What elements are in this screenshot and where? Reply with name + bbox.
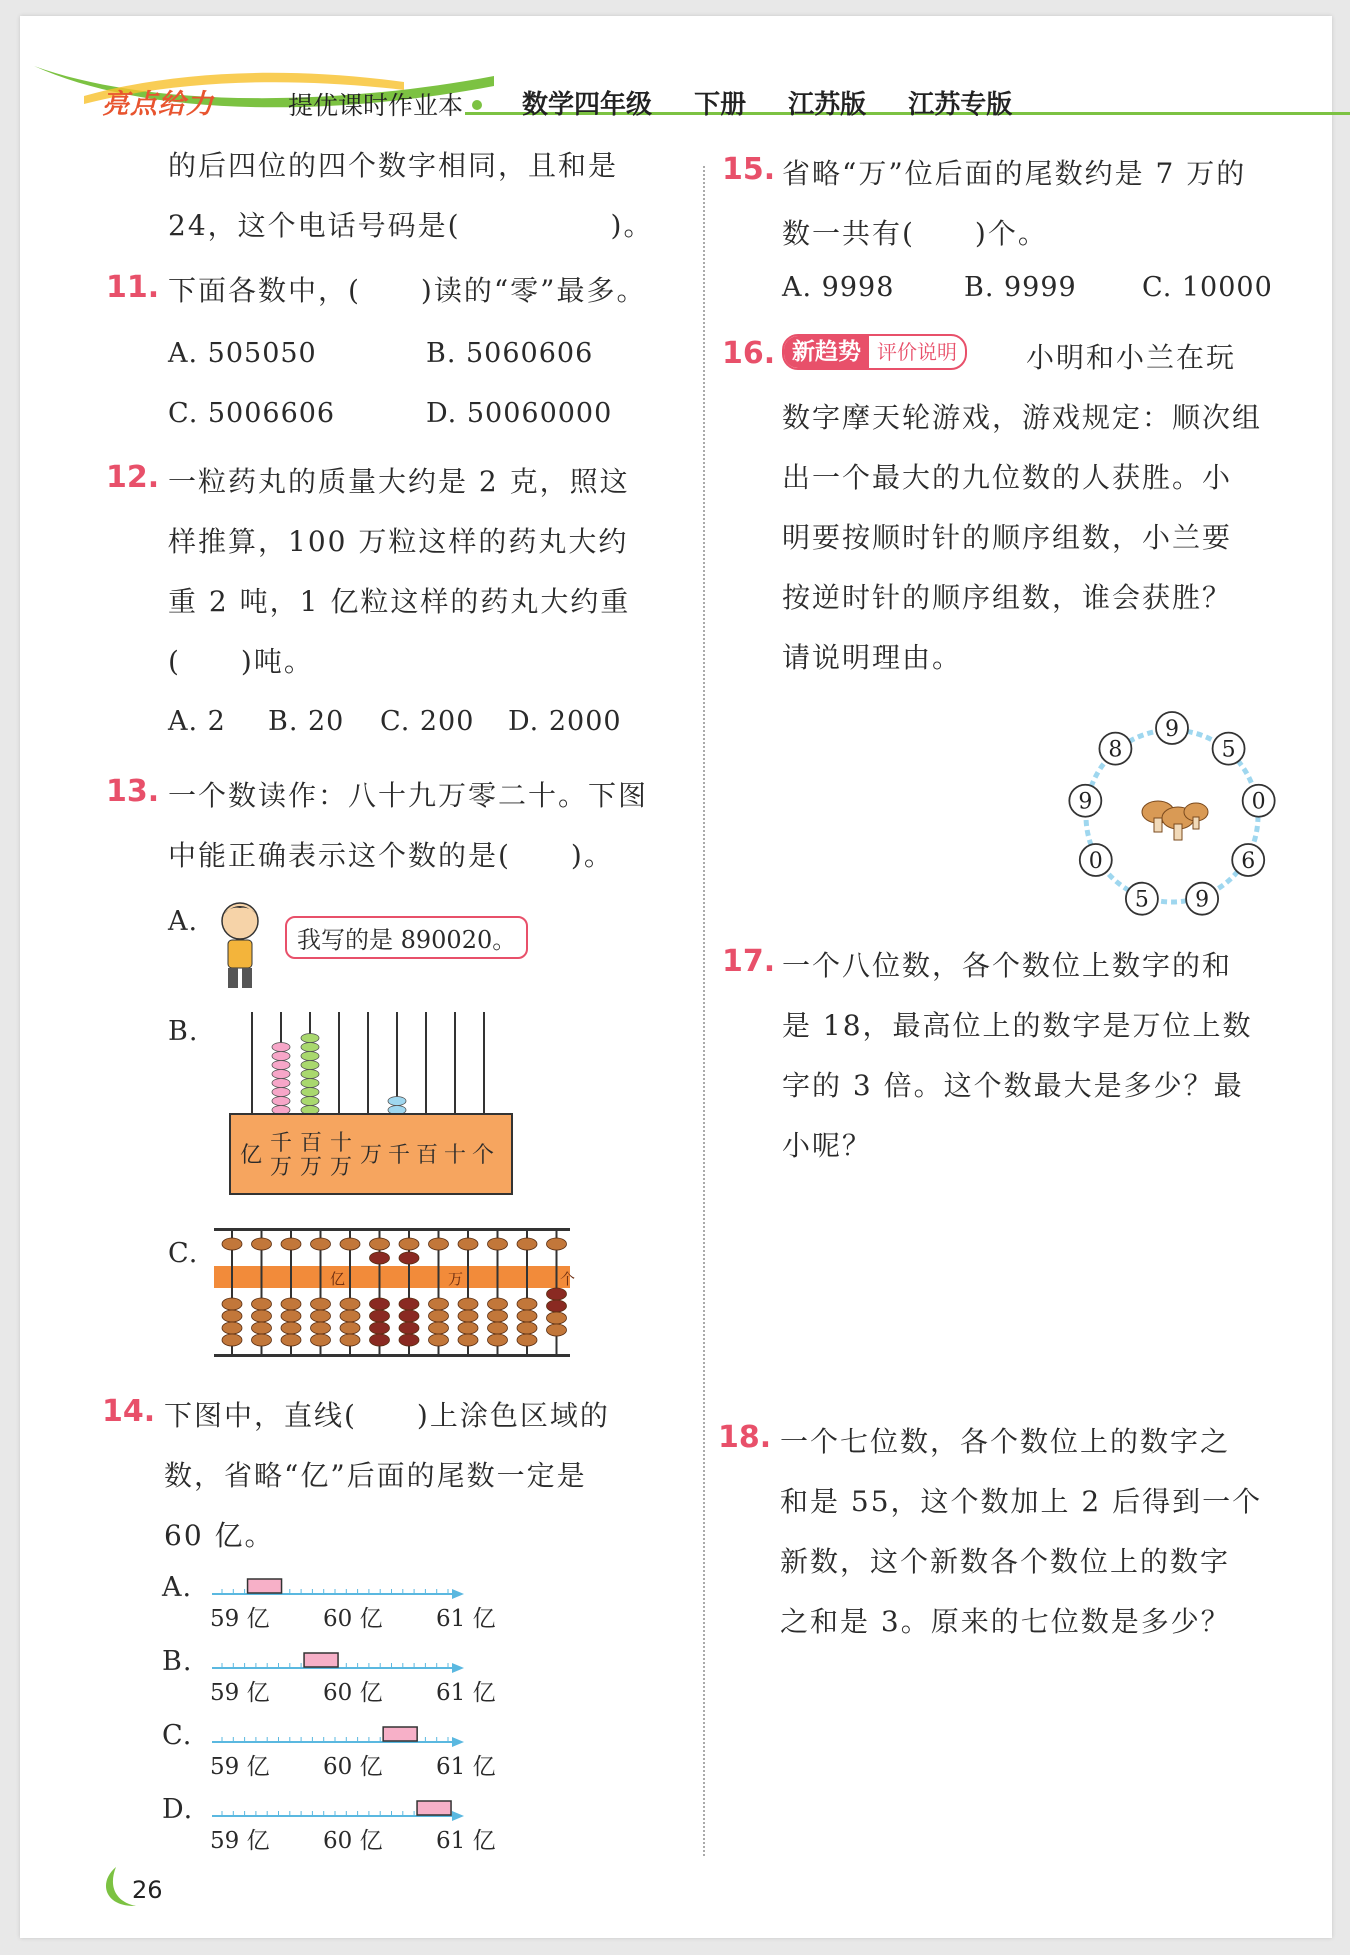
- abacus-bead: [458, 1238, 478, 1250]
- wheel-number: [1213, 733, 1245, 765]
- abacus-bead: [311, 1238, 331, 1250]
- wheel-number: [1080, 844, 1112, 876]
- abacus-bead: [281, 1322, 301, 1334]
- q14-tick-label: 59 亿: [210, 1680, 270, 1706]
- q14-shaded-region: [383, 1727, 417, 1741]
- svg-text:9: 9: [1165, 717, 1179, 742]
- header-edition: 江苏版: [788, 90, 867, 120]
- abacus-bead: [340, 1334, 360, 1346]
- svg-text:0: 0: [1088, 849, 1103, 874]
- q14-line-3: 60 亿。: [164, 1519, 275, 1552]
- q17-line-3: 字的 3 倍。这个数最大是多少？最: [782, 1069, 1244, 1102]
- q12-number: 12.: [106, 460, 160, 495]
- abacus-bead: [517, 1310, 537, 1322]
- q14-tick-label: 61 亿: [436, 1828, 496, 1854]
- svg-text:8: 8: [1108, 737, 1123, 763]
- q15-line-2: 数一共有( )个。: [782, 217, 1048, 250]
- abacus-bead: [340, 1298, 360, 1310]
- abacus-mark-yi: 亿: [330, 1270, 346, 1288]
- counter-bead: [301, 1043, 319, 1052]
- q17-line-1: 一个八位数，各个数位上数字的和: [782, 949, 1233, 982]
- abacus-bead: [458, 1310, 478, 1322]
- q14-shaded-region: [304, 1653, 338, 1667]
- wheel-number: [1232, 844, 1264, 876]
- abacus-bead: [488, 1238, 508, 1250]
- abacus-bead: [399, 1238, 419, 1250]
- counter-bead: [272, 1070, 290, 1079]
- q11-option-d: D. 50060000: [426, 398, 613, 429]
- wheel-number: [1186, 883, 1218, 915]
- wheel-number: [1243, 785, 1275, 817]
- abacus-bead: [340, 1310, 360, 1322]
- q16-first-line: 小明和小兰在玩: [1026, 341, 1237, 374]
- abacus-bead: [252, 1238, 272, 1250]
- abacus-bead: [517, 1322, 537, 1334]
- abacus-bead: [429, 1310, 449, 1322]
- q14-option-label: A.: [162, 1572, 193, 1603]
- q15-option-b: B. 9999: [964, 272, 1077, 303]
- q12-option-c: C. 200: [380, 706, 475, 737]
- counter-bead: [272, 1088, 290, 1097]
- counter-bead: [301, 1097, 319, 1106]
- svg-text:0: 0: [1251, 789, 1266, 815]
- q16-line-4: 按逆时针的顺序组数，谁会获胜？: [782, 581, 1233, 614]
- q11-option-a: A. 505050: [168, 338, 317, 369]
- abacus-bead: [222, 1334, 242, 1346]
- abacus-bead: [370, 1298, 390, 1310]
- header-volume: 下册: [694, 90, 747, 120]
- counter-label-wan-1: 万: [270, 1155, 293, 1180]
- q18-line-2: 和是 55，这个数加上 2 后得到一个: [780, 1485, 1263, 1518]
- q16-tag-trend: 新趋势: [784, 336, 869, 368]
- brand-title: 亮点给力: [102, 89, 214, 120]
- abacus-bead: [281, 1334, 301, 1346]
- svg-text:5: 5: [1134, 887, 1149, 913]
- abacus-bead: [547, 1288, 567, 1300]
- q14-option-label: D.: [162, 1794, 194, 1825]
- q15-option-c: C. 10000: [1142, 272, 1273, 303]
- workbook-page: [20, 16, 1332, 1938]
- q16-line-3: 明要按顺时针的顺序组数，小兰要: [782, 521, 1233, 554]
- q12-line-2: 样推算，100 万粒这样的药丸大约: [168, 525, 629, 558]
- q14-tick-label: 60 亿: [323, 1754, 383, 1780]
- abacus-bead: [458, 1298, 478, 1310]
- counter-label-wan-2: 万: [300, 1155, 323, 1180]
- wheel-number: [1126, 883, 1158, 915]
- q16-line-2: 出一个最大的九位数的人获胜。小: [782, 461, 1233, 494]
- q14-tick-label: 60 亿: [323, 1606, 383, 1632]
- q11-option-b: B. 5060606: [426, 338, 594, 369]
- q14-tick-label: 59 亿: [210, 1606, 270, 1632]
- counter-bead: [301, 1052, 319, 1061]
- header-book-info: [522, 84, 1045, 121]
- q13-abacus-diagram: [210, 1224, 595, 1364]
- abacus-bead: [517, 1334, 537, 1346]
- q18-line-4: 之和是 3。原来的七位数是多少？: [780, 1605, 1231, 1638]
- svg-text:9: 9: [1195, 887, 1210, 913]
- abacus-bead: [252, 1334, 272, 1346]
- moon-swoosh-icon: [96, 1862, 156, 1912]
- q16-tag: [782, 334, 967, 370]
- counter-bead: [272, 1079, 290, 1088]
- abacus-bead: [252, 1322, 272, 1334]
- abacus-bead: [488, 1298, 508, 1310]
- q16-line-5: 请说明理由。: [782, 641, 963, 674]
- abacus-bead: [311, 1322, 331, 1334]
- abacus-bead: [311, 1298, 331, 1310]
- q17-line-4: 小呢？: [782, 1129, 873, 1162]
- counter-label-shi: 十: [330, 1131, 353, 1156]
- q14-tick-label: 61 亿: [436, 1680, 496, 1706]
- header-grade: 数学四年级: [522, 90, 653, 120]
- q17-number: 17.: [722, 944, 776, 979]
- abacus-bead: [547, 1238, 567, 1250]
- q16-tag-eval: 评价说明: [877, 340, 957, 364]
- column-divider: [703, 166, 705, 1856]
- counter-bead: [301, 1079, 319, 1088]
- header-dot-icon: [472, 100, 482, 110]
- abacus-bead: [399, 1252, 419, 1264]
- abacus-bead: [370, 1252, 390, 1264]
- abacus-bead: [458, 1322, 478, 1334]
- abacus-bead: [488, 1322, 508, 1334]
- boy-figure-icon: [210, 896, 270, 996]
- q16-number: 16.: [722, 336, 776, 371]
- mushroom-icon: [1142, 801, 1208, 840]
- q13-number: 13.: [106, 774, 160, 809]
- q13-speech-bubble: 我写的是 890020。: [285, 916, 528, 959]
- q14-tick-label: 59 亿: [210, 1754, 270, 1780]
- abacus-bead: [370, 1238, 390, 1250]
- q13-line-2: 中能正确表示这个数的是( )。: [168, 839, 614, 872]
- q12-line-3: 重 2 吨，1 亿粒这样的药丸大约重: [168, 585, 631, 618]
- abacus-bead: [281, 1298, 301, 1310]
- abacus-bead: [429, 1334, 449, 1346]
- counter-bead: [301, 1034, 319, 1043]
- q10-line-1: 的后四位的四个数字相同，且和是: [168, 149, 619, 182]
- q12-option-b: B. 20: [268, 706, 345, 737]
- q12-line-1: 一粒药丸的质量大约是 2 克，照这: [168, 465, 630, 498]
- abacus-bead: [547, 1300, 567, 1312]
- wheel-number: [1156, 712, 1188, 744]
- wheel-number: [1099, 733, 1131, 765]
- counter-bead: [388, 1097, 406, 1106]
- abacus-bead: [429, 1322, 449, 1334]
- abacus-bead: [281, 1310, 301, 1322]
- abacus-bead: [517, 1298, 537, 1310]
- q10-line-2: 24，这个电话号码是( )。: [168, 209, 654, 242]
- abacus-bead: [311, 1310, 331, 1322]
- q11-stem: 下面各数中，( )读的“零”最多。: [168, 274, 647, 307]
- counter-label-units: 万千百十个: [360, 1143, 501, 1168]
- svg-text:6: 6: [1241, 849, 1256, 874]
- q16-line-1: 数字摩天轮游戏，游戏规定：顺次组: [782, 401, 1263, 434]
- abacus-bead: [340, 1322, 360, 1334]
- q14-option-label: C.: [162, 1720, 193, 1751]
- q18-line-3: 新数，这个新数各个数位上的数字: [780, 1545, 1231, 1578]
- counter-label-wan-3: 万: [330, 1155, 353, 1180]
- q14-shaded-region: [417, 1801, 451, 1815]
- counter-bead: [272, 1052, 290, 1061]
- abacus-bead: [488, 1334, 508, 1346]
- q13-label-a: A.: [168, 906, 199, 937]
- abacus-mark-wan: 万: [448, 1270, 464, 1288]
- abacus-mark-ge: 个: [560, 1270, 576, 1288]
- counter-bead: [301, 1070, 319, 1079]
- q12-option-a: A. 2: [168, 706, 226, 737]
- q13-label-c: C.: [168, 1238, 199, 1269]
- counter-bead: [272, 1097, 290, 1106]
- svg-text:5: 5: [1221, 737, 1236, 763]
- abacus-bead: [399, 1310, 419, 1322]
- q14-tick-label: 60 亿: [323, 1680, 383, 1706]
- q14-tick-label: 59 亿: [210, 1828, 270, 1854]
- abacus-bead: [429, 1238, 449, 1250]
- abacus-bead: [547, 1324, 567, 1336]
- counter-label-bai: 百: [300, 1131, 323, 1156]
- header-region: 江苏专版: [908, 90, 1013, 120]
- q14-line-2: 数，省略“亿”后面的尾数一定是: [164, 1459, 587, 1492]
- q14-option-label: B.: [162, 1646, 193, 1677]
- abacus-bead: [399, 1322, 419, 1334]
- q12-line-4: ( )吨。: [168, 645, 314, 678]
- counter-bead: [301, 1088, 319, 1097]
- abacus-bead: [547, 1312, 567, 1324]
- counter-bead: [272, 1061, 290, 1070]
- q14-tick-label: 61 亿: [436, 1754, 496, 1780]
- q15-option-a: A. 9998: [782, 272, 895, 303]
- q14-tick-label: 60 亿: [323, 1828, 383, 1854]
- abacus-bead: [252, 1298, 272, 1310]
- abacus-bead: [370, 1334, 390, 1346]
- abacus-bead: [458, 1334, 478, 1346]
- abacus-bead: [311, 1334, 331, 1346]
- series-title: 提优课时作业本: [288, 91, 464, 120]
- q11-option-c: C. 5006606: [168, 398, 336, 429]
- q14-tick-label: 61 亿: [436, 1606, 496, 1632]
- q15-number: 15.: [722, 152, 776, 187]
- q13-label-b: B.: [168, 1016, 199, 1047]
- counter-bead: [301, 1061, 319, 1070]
- abacus-bead: [399, 1298, 419, 1310]
- abacus-bead: [370, 1310, 390, 1322]
- abacus-bead: [222, 1298, 242, 1310]
- q13-counting-rods-diagram: [210, 1006, 530, 1216]
- counter-bead: [272, 1043, 290, 1052]
- counter-label-qian: 千: [270, 1131, 293, 1156]
- abacus-bead: [488, 1310, 508, 1322]
- q11-number: 11.: [106, 270, 160, 305]
- q15-line-1: 省略“万”位后面的尾数约是 7 万的: [782, 157, 1247, 190]
- abacus-bead: [222, 1238, 242, 1250]
- page-number: 26: [132, 1876, 163, 1904]
- abacus-bead: [340, 1238, 360, 1250]
- counter-label-yi: 亿: [240, 1143, 263, 1168]
- wheel-number: [1069, 785, 1101, 817]
- q12-option-d: D. 2000: [508, 706, 622, 737]
- q14-shaded-region: [248, 1579, 282, 1593]
- q16-number-wheel-diagram: [1050, 706, 1290, 926]
- q14-number: 14.: [102, 1394, 156, 1429]
- abacus-bead: [429, 1298, 449, 1310]
- abacus-bead: [370, 1322, 390, 1334]
- abacus-bead: [517, 1238, 537, 1250]
- q17-line-2: 是 18，最高位上的数字是万位上数: [782, 1009, 1253, 1042]
- q13-line-1: 一个数读作：八十九万零二十。下图: [168, 779, 649, 812]
- svg-text:9: 9: [1078, 789, 1093, 815]
- abacus-bead: [252, 1310, 272, 1322]
- q18-number: 18.: [718, 1420, 772, 1455]
- q14-line-1: 下图中，直线( )上涂色区域的: [164, 1399, 610, 1432]
- abacus-bead: [281, 1238, 301, 1250]
- abacus-bead: [222, 1310, 242, 1322]
- abacus-bead: [222, 1322, 242, 1334]
- q18-line-1: 一个七位数，各个数位上的数字之: [780, 1425, 1231, 1458]
- abacus-bead: [399, 1334, 419, 1346]
